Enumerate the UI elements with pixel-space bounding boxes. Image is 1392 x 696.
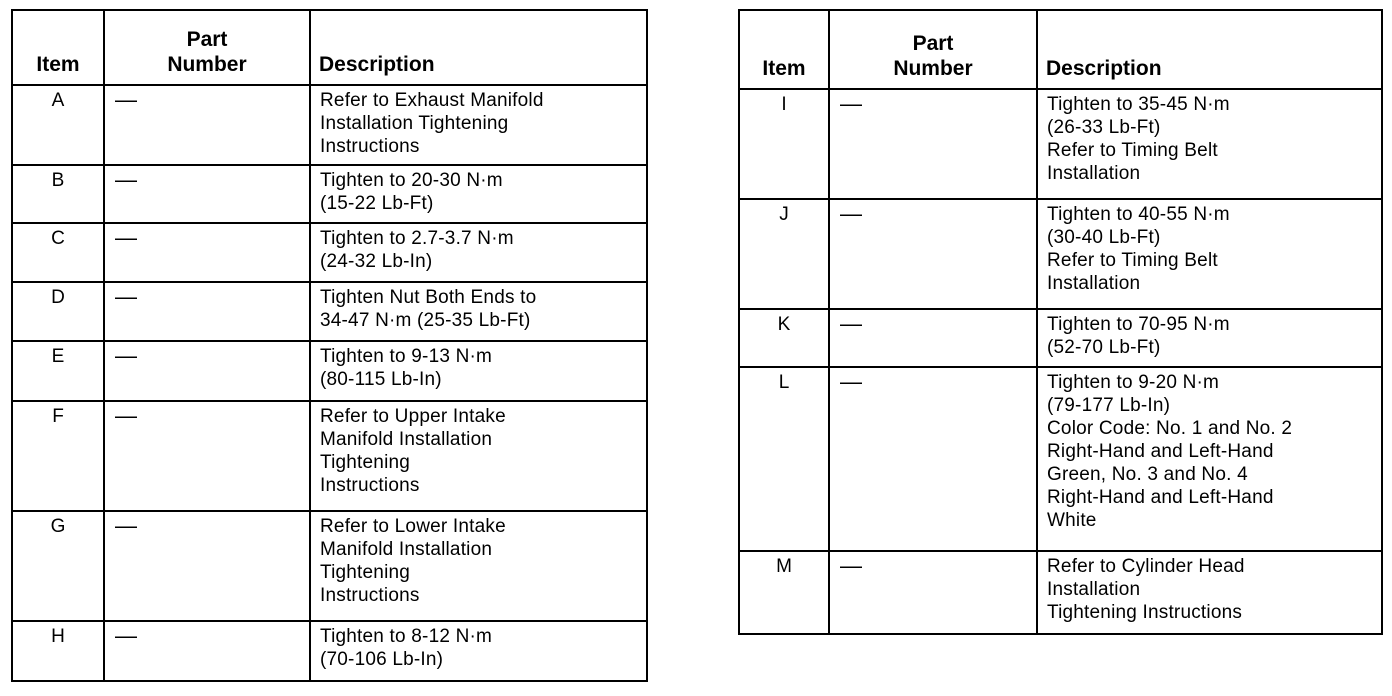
description-cell (310, 282, 647, 341)
part-number-cell: — (104, 621, 310, 681)
description-line: Color Code: No. 1 and No. 2 (1047, 418, 1293, 439)
description-line: Instructions (320, 585, 420, 606)
description-line: Tighten to 70-95 N·m (1047, 314, 1230, 335)
description-line: Tightening (320, 562, 411, 583)
description-line: Tighten to 8-12 N·m (320, 626, 493, 647)
torque-table-left (11, 9, 648, 682)
header-part-line1: Part (912, 32, 954, 55)
table-row (739, 367, 1382, 551)
description-line: Refer to Cylinder Head (1047, 556, 1245, 577)
description-cell (1037, 309, 1382, 367)
description-line: Tighten to 20-30 N·m (320, 170, 503, 191)
part-number-cell: — (104, 85, 310, 165)
table-row (739, 551, 1382, 634)
table-header-row (739, 10, 1382, 89)
description-line: White (1047, 510, 1097, 531)
part-number-cell: — (829, 199, 1037, 309)
description-line: Tighten to 2.7-3.7 N·m (320, 228, 514, 249)
header-part-line2: Number (167, 53, 247, 76)
description-line: Tighten Nut Both Ends to (320, 287, 537, 308)
part-number-cell: — (104, 165, 310, 223)
part-number-cell: — (104, 401, 310, 511)
table-row (739, 309, 1382, 367)
description-cell (1037, 89, 1382, 199)
header-item: Item (12, 10, 104, 85)
description-cell (310, 621, 647, 681)
header-part-number (829, 10, 1037, 89)
torque-table-right (738, 9, 1383, 635)
item-cell: C (12, 223, 104, 282)
table-row (12, 341, 647, 401)
item-cell: G (12, 511, 104, 621)
table-row (739, 89, 1382, 199)
description-line: Installation (1047, 163, 1141, 184)
description-line: Refer to Timing Belt (1047, 140, 1218, 161)
item-cell: B (12, 165, 104, 223)
description-cell (310, 401, 647, 511)
description-line: Manifold Installation (320, 539, 493, 560)
item-cell: M (739, 551, 829, 634)
description-line: 34-47 N·m (25-35 Lb-Ft) (320, 310, 531, 331)
part-number-cell: — (829, 309, 1037, 367)
description-line: Tighten to 40-55 N·m (1047, 204, 1230, 225)
description-line: Refer to Timing Belt (1047, 250, 1218, 271)
part-number-cell: — (829, 551, 1037, 634)
description-line: Refer to Exhaust Manifold (320, 90, 544, 111)
header-part-number (104, 10, 310, 85)
description-line: Instructions (320, 136, 420, 157)
table-row (739, 199, 1382, 309)
description-line: (79-177 Lb-In) (1047, 395, 1171, 416)
table-row (12, 621, 647, 681)
table-row (12, 165, 647, 223)
item-cell: E (12, 341, 104, 401)
part-number-cell: — (104, 511, 310, 621)
description-line: Green, No. 3 and No. 4 (1047, 464, 1248, 485)
table-row (12, 511, 647, 621)
description-cell (310, 85, 647, 165)
item-cell: K (739, 309, 829, 367)
description-line: Installation (1047, 579, 1141, 600)
description-line: Refer to Upper Intake (320, 406, 506, 427)
description-line: Tighten to 35-45 N·m (1047, 94, 1230, 115)
description-line: (24-32 Lb-In) (320, 251, 433, 272)
header-description: Description (310, 10, 647, 85)
item-cell: F (12, 401, 104, 511)
description-line: Tightening Instructions (1047, 602, 1243, 623)
description-line: Installation (1047, 273, 1141, 294)
table-row (12, 282, 647, 341)
table-header-row (12, 10, 647, 85)
part-number-cell: — (104, 223, 310, 282)
description-line: (26-33 Lb-Ft) (1047, 117, 1161, 138)
description-cell (1037, 199, 1382, 309)
description-cell (1037, 367, 1382, 551)
item-cell: J (739, 199, 829, 309)
table-row (12, 85, 647, 165)
header-description: Description (1037, 10, 1382, 89)
description-line: Tighten to 9-13 N·m (320, 346, 493, 367)
description-line: (52-70 Lb-Ft) (1047, 337, 1161, 358)
description-line: Right-Hand and Left-Hand (1047, 441, 1274, 462)
table-body-left (12, 85, 647, 681)
item-cell: H (12, 621, 104, 681)
description-line: (15-22 Lb-Ft) (320, 193, 434, 214)
description-line: Manifold Installation (320, 429, 493, 450)
header-item: Item (739, 10, 829, 89)
description-cell (310, 165, 647, 223)
header-part-line1: Part (186, 28, 228, 51)
item-cell: I (739, 89, 829, 199)
description-line: Installation Tightening (320, 113, 509, 134)
item-cell: A (12, 85, 104, 165)
header-part-line2: Number (893, 57, 973, 80)
part-number-cell: — (829, 89, 1037, 199)
description-line: (30-40 Lb-Ft) (1047, 227, 1161, 248)
description-cell (310, 341, 647, 401)
description-line: (70-106 Lb-In) (320, 649, 444, 670)
description-line: (80-115 Lb-In) (320, 369, 442, 390)
part-number-cell: — (829, 367, 1037, 551)
part-number-cell: — (104, 341, 310, 401)
table-row (12, 223, 647, 282)
description-line: Tightening (320, 452, 411, 473)
description-line: Right-Hand and Left-Hand (1047, 487, 1274, 508)
description-line: Tighten to 9-20 N·m (1047, 372, 1220, 393)
description-cell (310, 223, 647, 282)
description-line: Refer to Lower Intake (320, 516, 506, 537)
item-cell: L (739, 367, 829, 551)
description-cell (310, 511, 647, 621)
table-row (12, 401, 647, 511)
description-line: Instructions (320, 475, 420, 496)
table-body-right (739, 89, 1382, 634)
item-cell: D (12, 282, 104, 341)
description-cell (1037, 551, 1382, 634)
part-number-cell: — (104, 282, 310, 341)
